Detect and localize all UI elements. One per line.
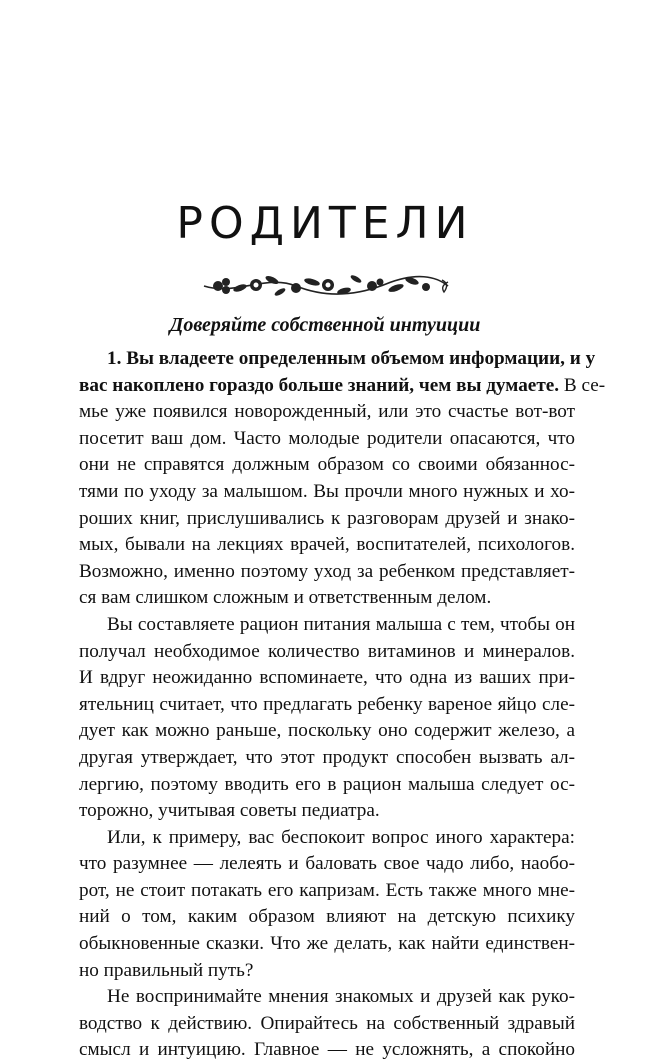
text-line: посетит ваш дом. Часто молодые родители опасаются, что [79, 427, 575, 449]
text-line: Или, к примеру, вас беспокоит вопрос иного характера: [107, 826, 575, 848]
text-line: ний о том, каким образом влияют на детскую психику [79, 906, 575, 928]
paragraph [79, 825, 575, 985]
text-line: И вдруг неожиданно вспоминаете, что одна из ваших при- [79, 667, 575, 689]
text-line: обыкновенные сказки. Что же делать, как найти единствен- [79, 933, 575, 955]
floral-divider-icon [196, 266, 458, 306]
text-line: Не воспринимайте мнения знакомых и друзей как руко- [107, 986, 575, 1008]
text-line: дует как можно раньше, поскольку оно содержит железо, а [79, 720, 575, 742]
text-line: ятельниц считает, что предлагать ребенку вареное яйцо сле- [79, 693, 575, 715]
paragraph [79, 984, 575, 1064]
text-line: получал необходимое количество витаминов и минералов. [79, 640, 575, 662]
chapter-title: РОДИТЕЛИ [176, 198, 474, 249]
text-line: торожно, учитывая советы педиатра. [79, 800, 380, 822]
paragraph [79, 346, 606, 612]
text-line: мых, бывали на лекциях врачей, воспитателей, психологов. [79, 534, 575, 556]
body-text [79, 346, 606, 1064]
text-line: что разумнее — лелеять и баловать свое чадо либо, наобо- [79, 853, 575, 875]
text-line: смысл и интуицию. Главное — не усложнять, а спокойно [79, 1039, 575, 1061]
text-line: лергию, поэтому вводить его в рацион малыша следует ос- [79, 773, 575, 795]
text-line [79, 346, 596, 373]
text-line: другая утверждает, что этот продукт способен вызвать ал- [79, 746, 575, 768]
text-line: роших книг, прислушивались к разговорам друзей и знако- [79, 507, 575, 529]
text-line: они не справятся должным образом со своими обязаннос- [79, 454, 575, 476]
text-line: ся вам слишком сложным и ответственным делом. [79, 587, 492, 609]
text-line: но правильный путь? [79, 959, 254, 981]
text-line: рот, не стоит потакать его капризам. Есть также много мне- [79, 879, 575, 901]
text-line: мье уже появился новорожденный, или это счастье вот-вот [79, 401, 575, 423]
text-line: Возможно, именно поэтому уход за ребенком представляет- [79, 560, 575, 582]
line-text: В се- [559, 374, 606, 396]
bold-text: 1. Вы владеете определенным объемом информации, и у [107, 348, 596, 369]
text-line [79, 373, 606, 400]
text-line: Вы составляете рацион питания малыша с тем, чтобы он [107, 613, 575, 635]
paragraph [79, 612, 575, 825]
text-line: водство к действию. Опирайтесь на собственный здравый [79, 1012, 575, 1034]
bold-text: вас накоплено гораздо больше знаний, чем вы думаете. [79, 374, 560, 396]
text-line: тями по уходу за малышом. Вы прочли много нужных и хо- [79, 480, 575, 502]
section-heading: Доверяйте собственной интуиции [169, 314, 481, 336]
